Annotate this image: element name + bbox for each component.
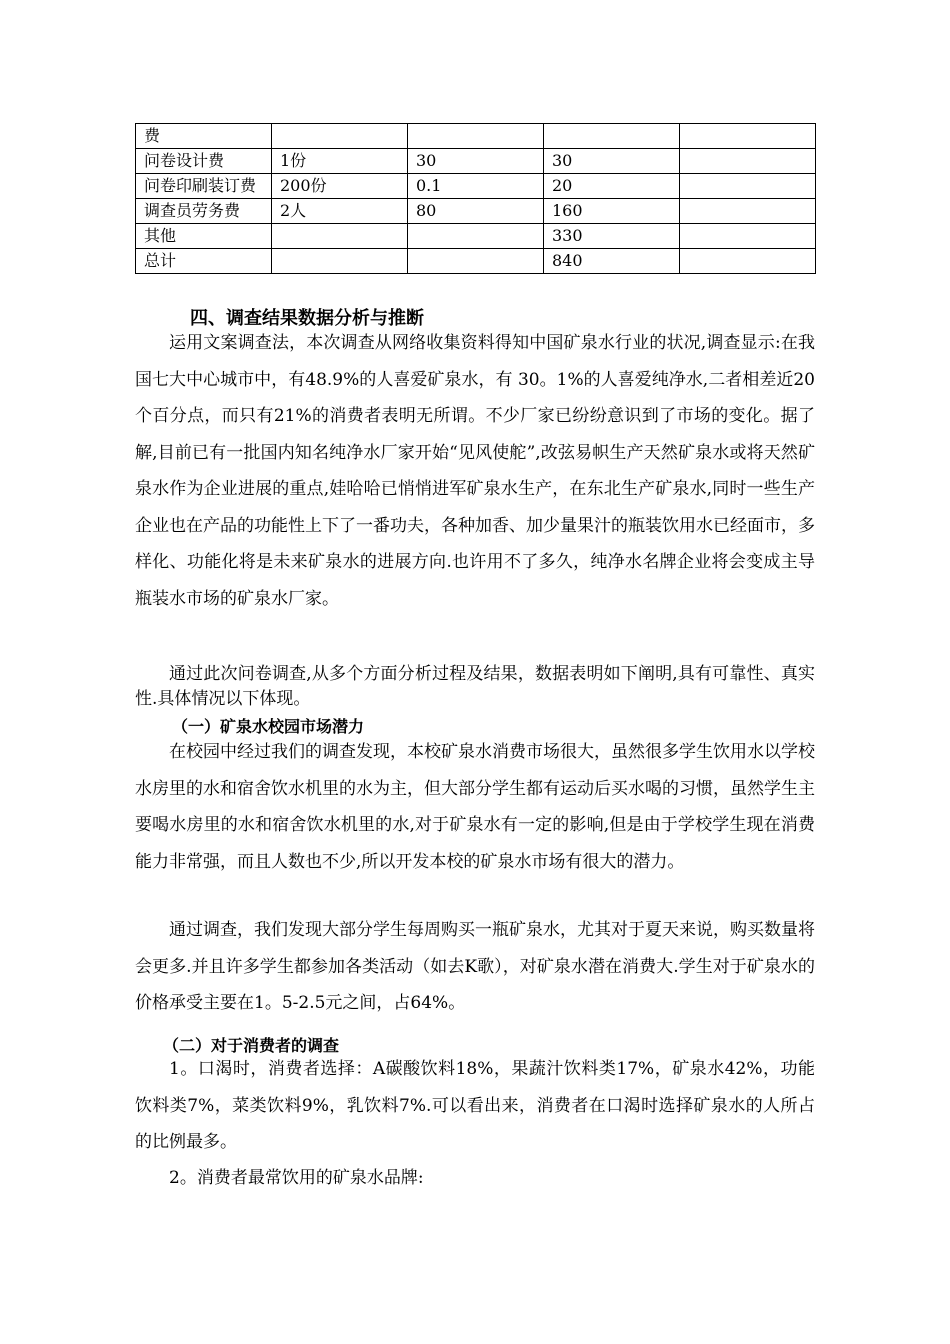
- table-cell: [680, 174, 816, 199]
- section-heading: 四、调查结果数据分析与推断: [190, 308, 424, 329]
- table-cell: 0.1: [408, 174, 544, 199]
- table-cell: [408, 249, 544, 274]
- paragraph-market-overview: 运用文案调查法，本次调查从网络收集资料得知中国矿泉水行业的状况,调查显示:在我国七大中心城市中，有48.9%的人喜爱矿泉水，有 30。1%的人喜爱纯净水,二者相差近20个百分点，而只有21%的消费者表明无所谓。不少厂家已纷纷意识到了市场的变化。据了解,目前已有一批国内知名纯净水厂家开始“见风使舵”,改弦易帜生产天然矿泉水或将天然矿泉水作为企业进展的重点,娃哈哈已悄悄进军矿泉水生产，在东北生产矿泉水,同时一些生产企业也在产品的功能性上下了一番功夫，各种加香、加少量果汁的瓶装饮用水已经面市，多样化、功能化将是未来矿泉水的进展方向.也许用不了多久，纯净水名牌企业将会变成主导瓶装水市场的矿泉水厂家。: [135, 333, 815, 609]
- table-cell: [680, 224, 816, 249]
- table-row: [136, 224, 816, 249]
- table-cell: 总计: [136, 249, 272, 274]
- table-row: [136, 124, 816, 149]
- table-cell: 200份: [272, 174, 408, 199]
- paragraph-purchase-frequency: 通过调查，我们发现大部分学生每周购买一瓶矿泉水，尤其对于夏天来说，购买数量将会更多.并且许多学生都参加各类活动（如去K歌），对矿泉水潜在消费大.学生对于矿泉水的价格承受主要在1。5-2.5元之间，占64%。: [135, 920, 815, 1013]
- paragraph-thirst-choice: 1。口渴时，消费者选择：A碳酸饮料18%，果蔬汁饮料类17%，矿泉水42%，功能饮料类7%，菜类饮料9%，乳饮料7%.可以看出来，消费者在口渴时选择矿泉水的人所占的比例最多。: [135, 1059, 815, 1152]
- subsection-heading-consumers: （二）对于消费者的调查: [163, 1036, 340, 1055]
- table-cell: 问卷印刷装订费: [136, 174, 272, 199]
- paragraph-campus-potential: 在校园中经过我们的调查发现，本校矿泉水消费市场很大，虽然很多学生饮用水以学校水房里的水和宿舍饮水机里的水为主，但大部分学生都有运动后买水喝的习惯，虽然学生主要喝水房里的水和宿舍饮水机里的水,对于矿泉水有一定的影响,但是由于学校学生现在消费能力非常强，而且人数也不少,所以开发本校的矿泉水市场有很大的潜力。: [135, 742, 815, 872]
- table-cell: [408, 124, 544, 149]
- table-cell: [544, 124, 680, 149]
- table-cell: [680, 124, 816, 149]
- table-cell: [272, 224, 408, 249]
- table-cell: 其他: [136, 224, 272, 249]
- table-cell: 80: [408, 199, 544, 224]
- table-cell: 费: [136, 124, 272, 149]
- table-cell: 30: [408, 149, 544, 174]
- table-cell: [680, 199, 816, 224]
- table-cell: 2人: [272, 199, 408, 224]
- table-cell: [272, 124, 408, 149]
- paragraph-brand-question: 2。消费者最常饮用的矿泉水品牌:: [169, 1168, 424, 1188]
- table-cell: 20: [544, 174, 680, 199]
- table-row: [136, 199, 816, 224]
- table-cell: 330: [544, 224, 680, 249]
- table-cell: [408, 224, 544, 249]
- table-cell: 160: [544, 199, 680, 224]
- table-cell: [680, 249, 816, 274]
- table-cell: 30: [544, 149, 680, 174]
- table-cell: [680, 149, 816, 174]
- table-cell: [272, 249, 408, 274]
- budget-table: [135, 123, 816, 274]
- table-cell: 问卷设计费: [136, 149, 272, 174]
- table-row: [136, 174, 816, 199]
- paragraph-survey-summary: 通过此次问卷调查,从多个方面分析过程及结果，数据表明如下阐明,具有可靠性、真实性.具体情况以下体现。: [135, 664, 815, 709]
- table-row: [136, 149, 816, 174]
- table-row: [136, 249, 816, 274]
- table-cell: 840: [544, 249, 680, 274]
- table-cell: 调查员劳务费: [136, 199, 272, 224]
- budget-table-body: [136, 124, 816, 274]
- subsection-heading-campus: （一）矿泉水校园市场潜力: [172, 717, 365, 736]
- table-cell: 1份: [272, 149, 408, 174]
